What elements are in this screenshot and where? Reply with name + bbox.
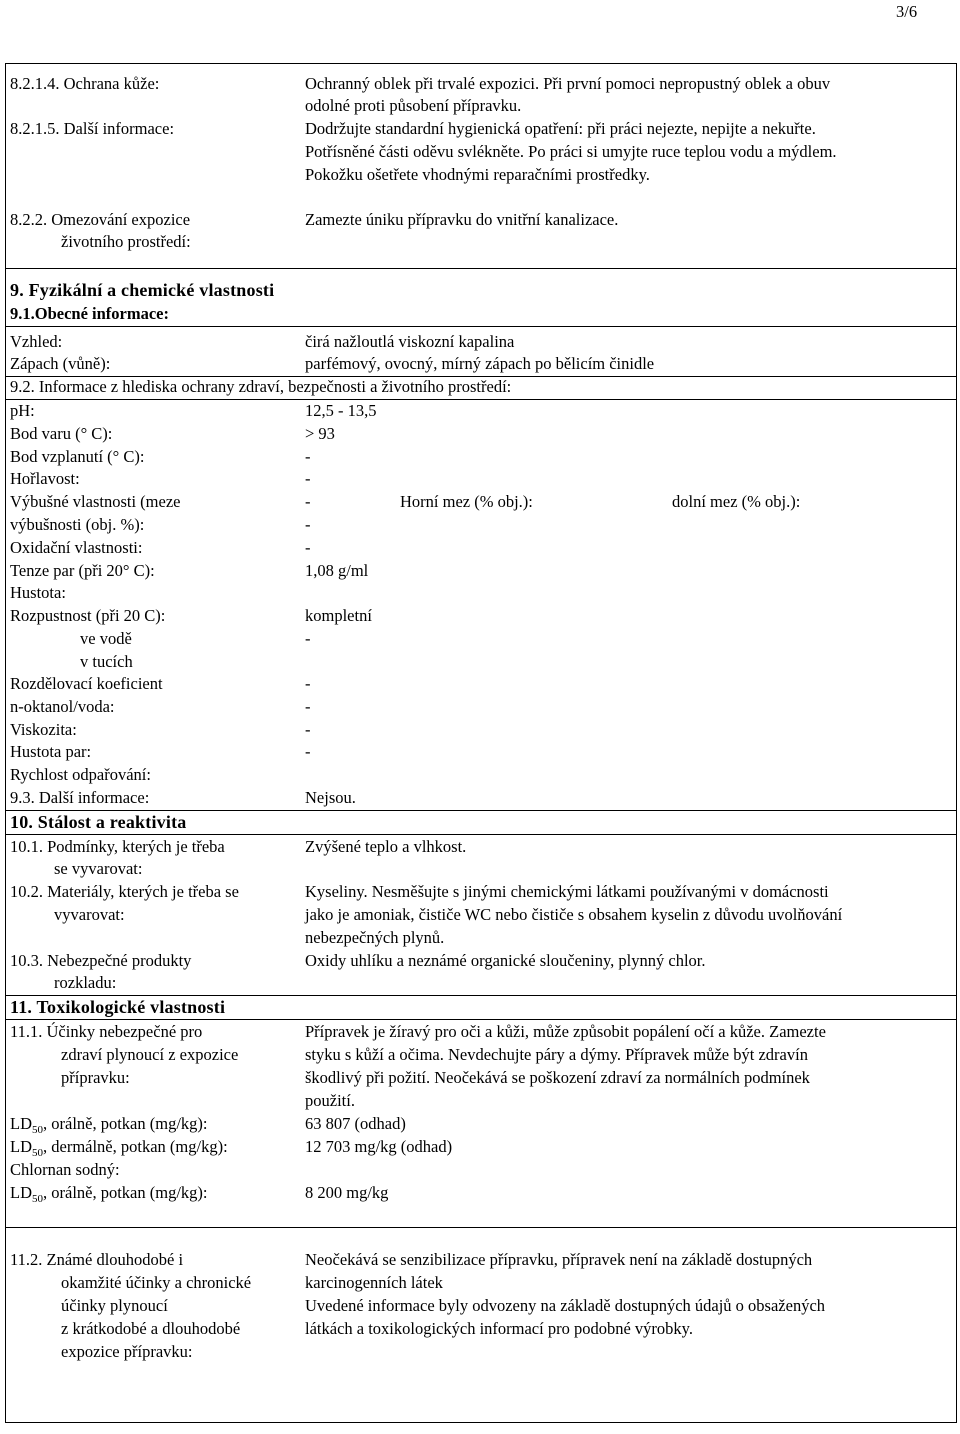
effects-label-2: zdraví plynoucí z expozice <box>61 1045 239 1064</box>
effects-label-1: 11.1. Účinky nebezpečné pro <box>10 1022 203 1041</box>
conditions-label-1: 10.1. Podmínky, kterých je třeba <box>10 837 225 856</box>
chronic-text-3: Uvedené informace byly odvozeny na základě dostupných údajů o obsažených <box>305 1296 826 1315</box>
density-label: Hustota: <box>10 583 66 602</box>
oxidising-label: Oxidační vlastnosti: <box>10 538 143 557</box>
skin-protection-label: 8.2.1.4. Ochrana kůže: <box>10 74 160 93</box>
materials-text-3: nebezpečných plynů. <box>305 928 445 947</box>
explosive-value-2: - <box>305 515 311 534</box>
flash-point-value: - <box>305 447 311 466</box>
solubility-fat-label: v tucích <box>80 652 133 671</box>
ld50-dermal-label: $LD_{50}$, dermálně, potkan (mg/kg): <box>10 1137 228 1159</box>
boiling-point-value: > 93 <box>305 424 335 443</box>
partition-value-2: - <box>305 697 311 716</box>
other-info-text-3: Pokožku ošetřete vhodnými reparačními prostředky. <box>305 165 650 184</box>
chronic-label-1: 11.2. Známé dlouhodobé i <box>10 1250 184 1269</box>
oxidising-value: - <box>305 538 311 557</box>
viscosity-value: - <box>305 720 311 739</box>
env-exposure-value: Zamezte úniku přípravku do vnitřní kanalizace. <box>305 210 619 229</box>
decomposition-value: Oxidy uhlíku a neznámé organické sloučeniny, plynný chlor. <box>305 951 706 970</box>
appearance-label: Vzhled: <box>10 332 63 351</box>
flammability-label: Hořlavost: <box>10 469 80 488</box>
section-11-heading: 11. Toxikologické vlastnosti <box>10 997 226 1017</box>
boiling-point-label: Bod varu (° C): <box>10 424 113 443</box>
divider-11-2 <box>5 1227 957 1228</box>
chronic-label-4: z krátkodobé a dlouhodobé <box>61 1319 241 1338</box>
solubility-water-value: - <box>305 629 311 648</box>
ld50-hypochlorite-value: 8 200 mg/kg <box>305 1183 389 1202</box>
solubility-water-label: ve vodě <box>80 629 132 648</box>
section-9-2-heading: 9.2. Informace z hlediska ochrany zdraví, bezpečnosti a životního prostředí: <box>10 377 512 396</box>
explosive-upper-limit: Horní mez (% obj.): <box>400 492 533 511</box>
materials-text-1: Kyseliny. Nesměšujte s jinými chemickými látkami používanými v domácnosti <box>305 882 829 901</box>
section-9-1-heading: 9.1.Obecné informace: <box>10 304 169 323</box>
env-exposure-label-1: 8.2.2. Omezování expozice <box>10 210 191 229</box>
odour-label: Zápach (vůně): <box>10 354 111 373</box>
evaporation-label: Rychlost odpařování: <box>10 765 151 784</box>
other-info-text-2: Potřísněné části oděvu svlékněte. Po práci si umyjte ruce teplou vodu a mýdlem. <box>305 142 837 161</box>
explosive-lower-limit: dolní mez (% obj.): <box>672 492 801 511</box>
vapour-pressure-value: 1,08 g/ml <box>305 561 369 580</box>
materials-label-2: vyvarovat: <box>54 905 125 924</box>
skin-protection-text-2: odolné proti působení přípravku. <box>305 96 522 115</box>
ph-label: pH: <box>10 401 35 420</box>
ld50-hypochlorite-label: $LD_{50}$, orálně, potkan (mg/kg): <box>10 1183 208 1205</box>
divider-9-2-table <box>5 399 957 400</box>
page-number: 3/6 <box>896 2 918 21</box>
ph-value: 12,5 - 13,5 <box>305 401 377 420</box>
divider-9-1 <box>5 326 957 327</box>
materials-label-1: 10.2. Materiály, kterých je třeba se <box>10 882 239 901</box>
conditions-label-2: se vyvarovat: <box>54 859 143 878</box>
chronic-text-1: Neočekává se senzibilizace přípravku, přípravek není na základě dostupných <box>305 1250 813 1269</box>
decomposition-label-2: rozkladu: <box>54 973 117 992</box>
effects-text-2: styku s kůží a očima. Nevdechujte páry a dýmy. Přípravek může být zdravín <box>305 1045 808 1064</box>
divider-11-1 <box>5 1019 957 1020</box>
divider-sec9 <box>5 268 957 269</box>
vapour-density-label: Hustota par: <box>10 742 92 761</box>
solubility-label: Rozpustnost (při 20 C): <box>10 606 166 625</box>
solubility-value: kompletní <box>305 606 372 625</box>
chronic-text-2: karcinogenních látek <box>305 1273 443 1292</box>
effects-label-3: přípravku: <box>61 1068 130 1087</box>
partition-label-2: n-oktanol/voda: <box>10 697 115 716</box>
effects-text-1: Přípravek je žíravý pro oči a kůži, může způsobit popálení očí a kůže. Zamezte <box>305 1022 826 1041</box>
appearance-value: čirá nažloutlá viskozní kapalina <box>305 332 515 351</box>
chronic-label-5: expozice přípravku: <box>61 1342 193 1361</box>
hypochlorite-label: Chlornan sodný: <box>10 1160 120 1179</box>
env-exposure-label-2: životního prostředí: <box>61 232 191 251</box>
viscosity-label: Viskozita: <box>10 720 77 739</box>
effects-text-3: škodlivý při požití. Neočekává se poškození zdraví za normálních podmínek <box>305 1068 810 1087</box>
vapour-density-value: - <box>305 742 311 761</box>
partition-label-1: Rozdělovací koeficient <box>10 674 163 693</box>
decomposition-label-1: 10.3. Nebezpečné produkty <box>10 951 192 970</box>
divider-10-1 <box>5 834 957 835</box>
section-10-heading: 10. Stálost a reaktivita <box>10 812 187 832</box>
explosive-label-2: výbušnosti (obj. %): <box>10 515 145 534</box>
ld50-dermal-value: 12 703 mg/kg (odhad) <box>305 1137 453 1156</box>
skin-protection-text-1: Ochranný oblek při trvalé expozici. Při první pomoci nepropustný oblek a obuv <box>305 74 831 93</box>
materials-text-2: jako je amoniak, čističe WC nebo čističe s obsahem kyselin z důvodu uvolňování <box>305 905 843 924</box>
section-9-3-value: Nejsou. <box>305 788 356 807</box>
section-9-heading: 9. Fyzikální a chemické vlastnosti <box>10 280 275 300</box>
explosive-label-1: Výbušné vlastnosti (meze <box>10 492 181 511</box>
effects-text-4: použití. <box>305 1091 355 1110</box>
document-frame <box>5 63 957 1423</box>
chronic-text-4: látkách a toxikologických informací pro podobné výrobky. <box>305 1319 693 1338</box>
section-9-3-label: 9.3. Další informace: <box>10 788 150 807</box>
chronic-label-2: okamžité účinky a chronické <box>61 1273 252 1292</box>
flammability-value: - <box>305 469 311 488</box>
other-info-label: 8.2.1.5. Další informace: <box>10 119 175 138</box>
ld50-oral-label: $LD_{50}$, orálně, potkan (mg/kg): <box>10 1114 208 1136</box>
vapour-pressure-label: Tenze par (při 20° C): <box>10 561 155 580</box>
chronic-label-3: účinky plynoucí <box>61 1296 168 1315</box>
ld50-oral-value: 63 807 (odhad) <box>305 1114 406 1133</box>
flash-point-label: Bod vzplanutí (° C): <box>10 447 145 466</box>
other-info-text-1: Dodržujte standardní hygienická opatření: při práci nejezte, nepijte a nekuřte. <box>305 119 816 138</box>
odour-value: parfémový, ovocný, mírný zápach po bělicím činidle <box>305 354 655 373</box>
conditions-value: Zvýšené teplo a vlhkost. <box>305 837 467 856</box>
explosive-value-1: - <box>305 492 311 511</box>
partition-value-1: - <box>305 674 311 693</box>
